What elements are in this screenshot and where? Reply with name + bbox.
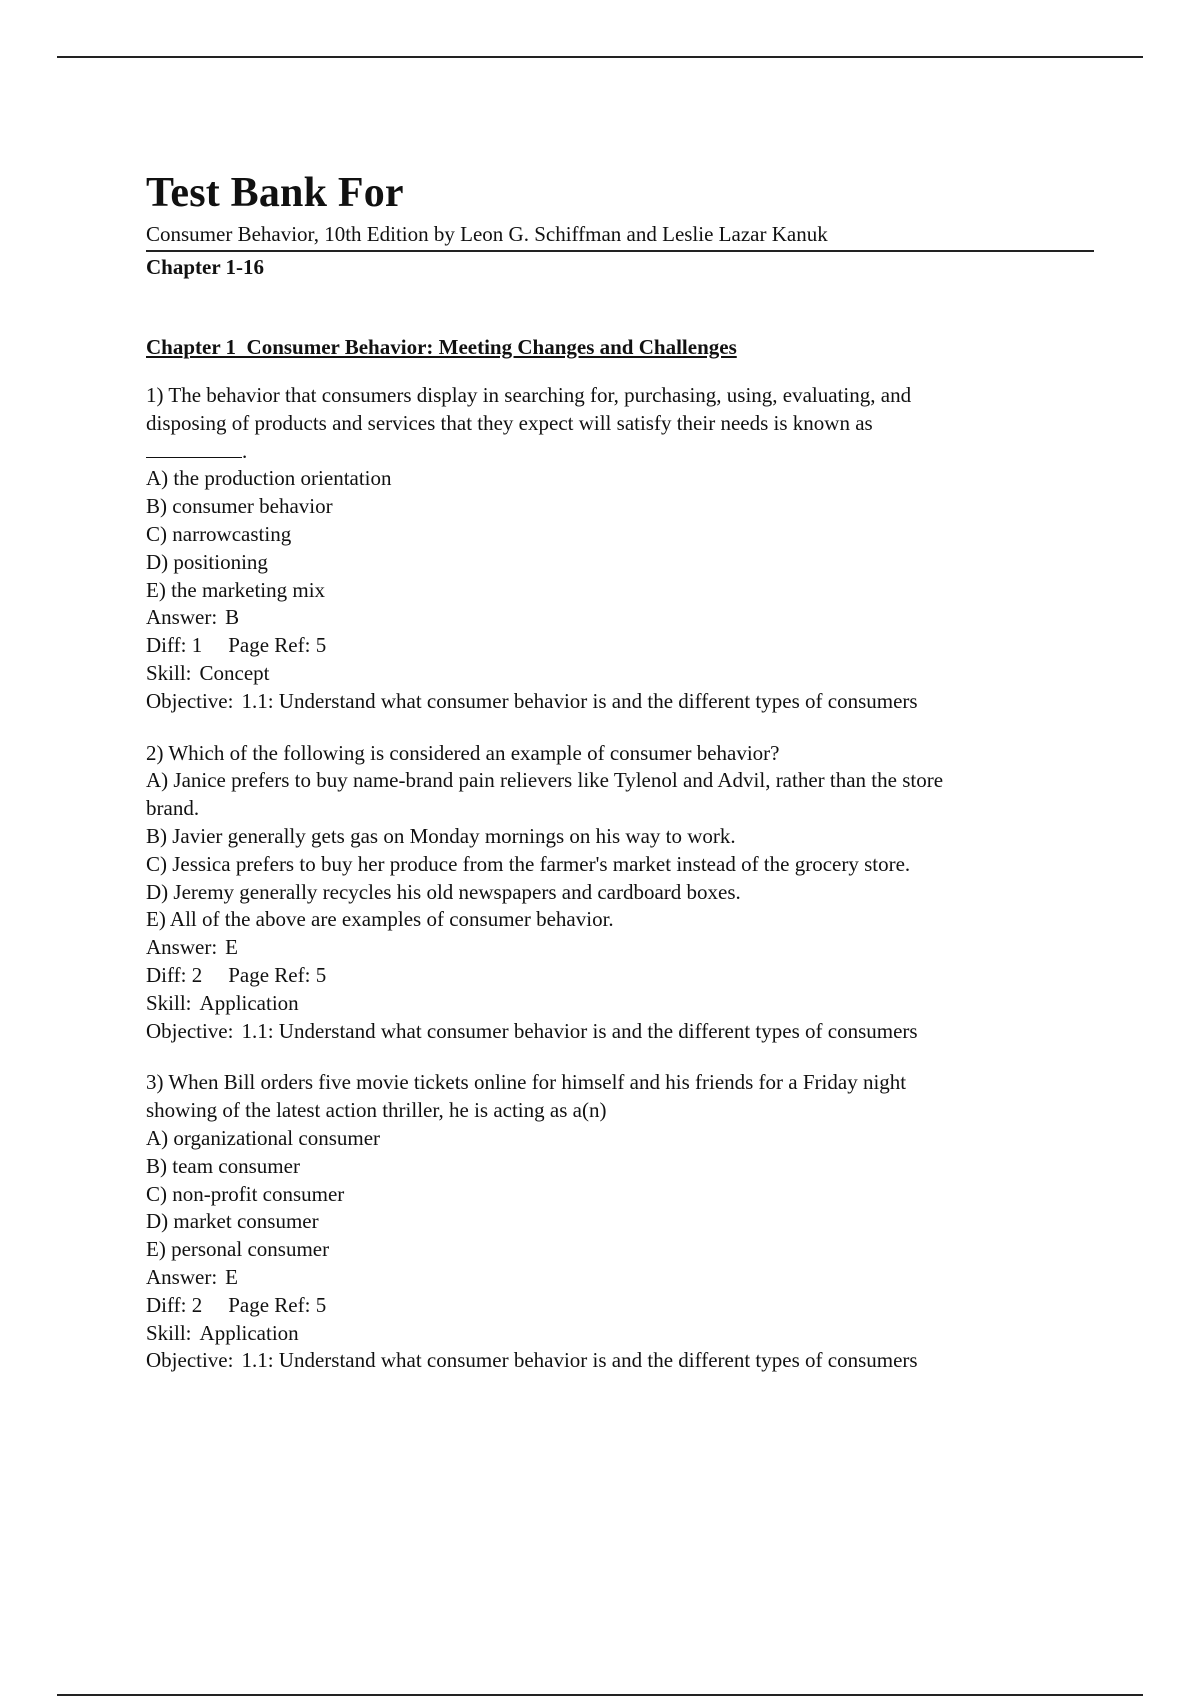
answer-blank-line	[146, 438, 1096, 466]
option-d: D) Jeremy generally recycles his old newspapers and cardboard boxes.	[146, 879, 741, 904]
answer-label: Answer:	[146, 935, 218, 960]
objective-value: 1.1: Understand what consumer behavior is and the different types of consumers	[241, 688, 918, 713]
objective-row	[146, 688, 1096, 716]
objective-value: 1.1: Understand what consumer behavior is and the different types of consumers	[241, 1018, 918, 1043]
stem-period: .	[242, 438, 248, 463]
diff-label: Diff:	[146, 962, 187, 987]
skill-label: Skill:	[146, 990, 192, 1015]
page-top-rule	[57, 56, 1143, 58]
skill-value: Concept	[199, 660, 270, 685]
question-stem-line: 1) The behavior that consumers display in searching for, purchasing, using, evaluating, and	[146, 383, 912, 407]
objective-value: 1.1: Understand what consumer behavior is and the different types of consumers	[241, 1348, 918, 1373]
option-c: C) narrowcasting	[146, 521, 292, 546]
question-stem-line: showing of the latest action thriller, he is acting as a(n)	[146, 1098, 607, 1123]
option-a-continued: brand.	[146, 796, 200, 821]
objective-row	[146, 1018, 1096, 1046]
skill-label: Skill:	[146, 1320, 192, 1345]
option-b: B) team consumer	[146, 1153, 300, 1178]
diff-label: Diff:	[146, 1292, 187, 1317]
question-3	[146, 1069, 1096, 1375]
answer-value: E	[225, 1264, 238, 1289]
skill-row	[146, 1320, 1096, 1348]
page-ref-label: Page Ref:	[228, 1292, 311, 1317]
diff-label: Diff:	[146, 633, 187, 658]
page-ref-label: Page Ref:	[228, 962, 311, 987]
option-c: C) Jessica prefers to buy her produce from the farmer's market instead of the grocery store.	[146, 851, 911, 876]
objective-row	[146, 1347, 1096, 1375]
question-stem-line: disposing of products and services that they expect will satisfy their needs is known as	[146, 410, 873, 435]
skill-value: Application	[199, 1320, 299, 1345]
answer-value: E	[225, 935, 238, 960]
objective-label: Objective:	[146, 1018, 234, 1043]
skill-value: Application	[199, 990, 299, 1015]
page-ref-value: 5	[315, 1292, 327, 1317]
chapter-heading: Chapter 1 Consumer Behavior: Meeting Changes and Challenges	[146, 335, 737, 359]
option-b: B) consumer behavior	[146, 494, 333, 519]
page-ref-value: 5	[315, 633, 327, 658]
option-b: B) Javier generally gets gas on Monday mornings on his way to work.	[146, 823, 736, 848]
diff-value: 2	[191, 962, 203, 987]
question-stem-line: 2) Which of the following is considered an example of consumer behavior?	[146, 740, 780, 765]
skill-row	[146, 660, 1096, 688]
page-bottom-rule	[57, 1694, 1143, 1696]
skill-label: Skill:	[146, 660, 192, 685]
skill-row	[146, 990, 1096, 1018]
option-d: D) market consumer	[146, 1209, 319, 1234]
page-ref-label: Page Ref:	[228, 633, 311, 658]
diff-value: 2	[191, 1292, 203, 1317]
document-title: Test Bank For	[146, 170, 404, 216]
option-e: E) the marketing mix	[146, 577, 326, 602]
option-d: D) positioning	[146, 549, 268, 574]
option-c: C) non-profit consumer	[146, 1181, 345, 1206]
option-a: A) organizational consumer	[146, 1125, 381, 1150]
chapter-range: Chapter 1-16	[146, 255, 265, 279]
question-2	[146, 740, 1096, 1046]
answer-row	[146, 1264, 1096, 1292]
difficulty-row	[146, 1292, 1096, 1320]
difficulty-row	[146, 962, 1096, 990]
option-a: A) the production orientation	[146, 466, 392, 491]
difficulty-row	[146, 632, 1096, 660]
option-a: A) Janice prefers to buy name-brand pain relievers like Tylenol and Advil, rather than the store	[146, 768, 944, 793]
fill-in-blank	[146, 439, 242, 458]
page-ref-value: 5	[315, 962, 327, 987]
question-1	[146, 382, 1096, 716]
objective-label: Objective:	[146, 688, 234, 713]
document-subtitle: Consumer Behavior, 10th Edition by Leon G. Schiffman and Leslie Lazar Kanuk	[146, 222, 828, 246]
objective-label: Objective:	[146, 1348, 234, 1373]
answer-label: Answer:	[146, 1264, 218, 1289]
document-body	[146, 168, 1096, 1375]
answer-value: B	[225, 605, 240, 630]
question-stem-line: 3) When Bill orders five movie tickets online for himself and his friends for a Friday night	[146, 1070, 907, 1095]
option-e: E) personal consumer	[146, 1237, 330, 1262]
option-e: E) All of the above are examples of consumer behavior.	[146, 907, 614, 932]
answer-row	[146, 934, 1096, 962]
diff-value: 1	[191, 633, 203, 658]
answer-row	[146, 604, 1096, 632]
answer-label: Answer:	[146, 605, 218, 630]
